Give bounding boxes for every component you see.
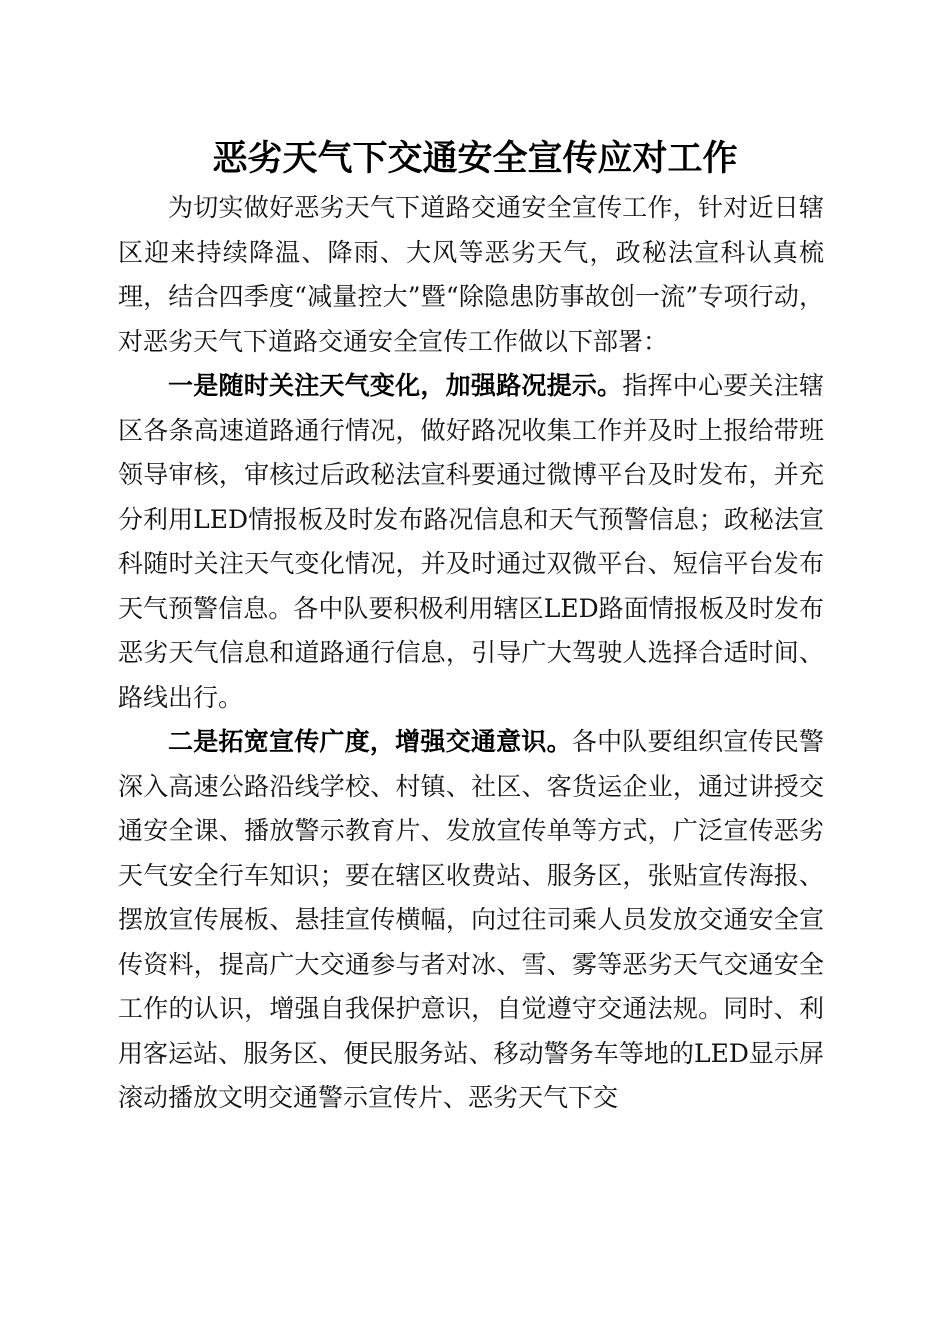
intro-paragraph: 为切实做好恶劣天气下道路交通安全宣传工作，针对近日辖区迎来持续降温、降雨、大风等恶劣天气，政秘法宣科认真梳理，结合四季度“减量控大”暨“除隐患防事故创一流”专项行动，对恶劣天气下道路交通安全宣传工作做以下部署：: [118, 193, 824, 356]
section-1-lead: 一是随时关注天气变化，加强路况提示。: [168, 371, 623, 400]
section-paragraph-2: [118, 720, 824, 1121]
section-2-text: 各中队要组织宣传民警深入高速公路沿线学校、村镇、社区、客货运企业，通过讲授交通安全课、播放警示教育片、发放宣传单等方式，广泛宣传恶劣天气安全行车知识；要在辖区收费站、服务区，张贴宣传海报、摆放宣传展板、悬挂宣传横幅，向过往司乘人员发放交通安全宣传资料，提高广大交通参与者对冰、雪、雾等恶劣天气交通安全工作的认识，增强自我保护意识，自觉遵守交通法规。同时、利用客运站、服务区、便民服务站、移动警务车等地的LED显示屏滚动播放文明交通警示宣传片、恶劣天气下交: [118, 727, 824, 1112]
document-body: [118, 186, 824, 1121]
section-2-lead: 二是拓宽宣传广度，增强交通意识。: [168, 727, 572, 756]
document-title: 恶劣天气下交通安全宣传应对工作: [212, 138, 738, 179]
section-1-text: 指挥中心要关注辖区各条高速道路通行情况，做好路况收集工作并及时上报给带班领导审核，审核过后政秘法宣科要通过微博平台及时发布，并充分利用LED情报板及时发布路况信息和天气预警信息；政秘法宣科随时关注天气变化情况，并及时通过双微平台、短信平台发布天气预警信息。各中队要积极利用辖区LED路面情报板及时发布恶劣天气信息和道路通行信息，引导广大驾驶人选择合适时间、路线出行。: [118, 371, 824, 712]
section-paragraph-1: [118, 364, 824, 720]
